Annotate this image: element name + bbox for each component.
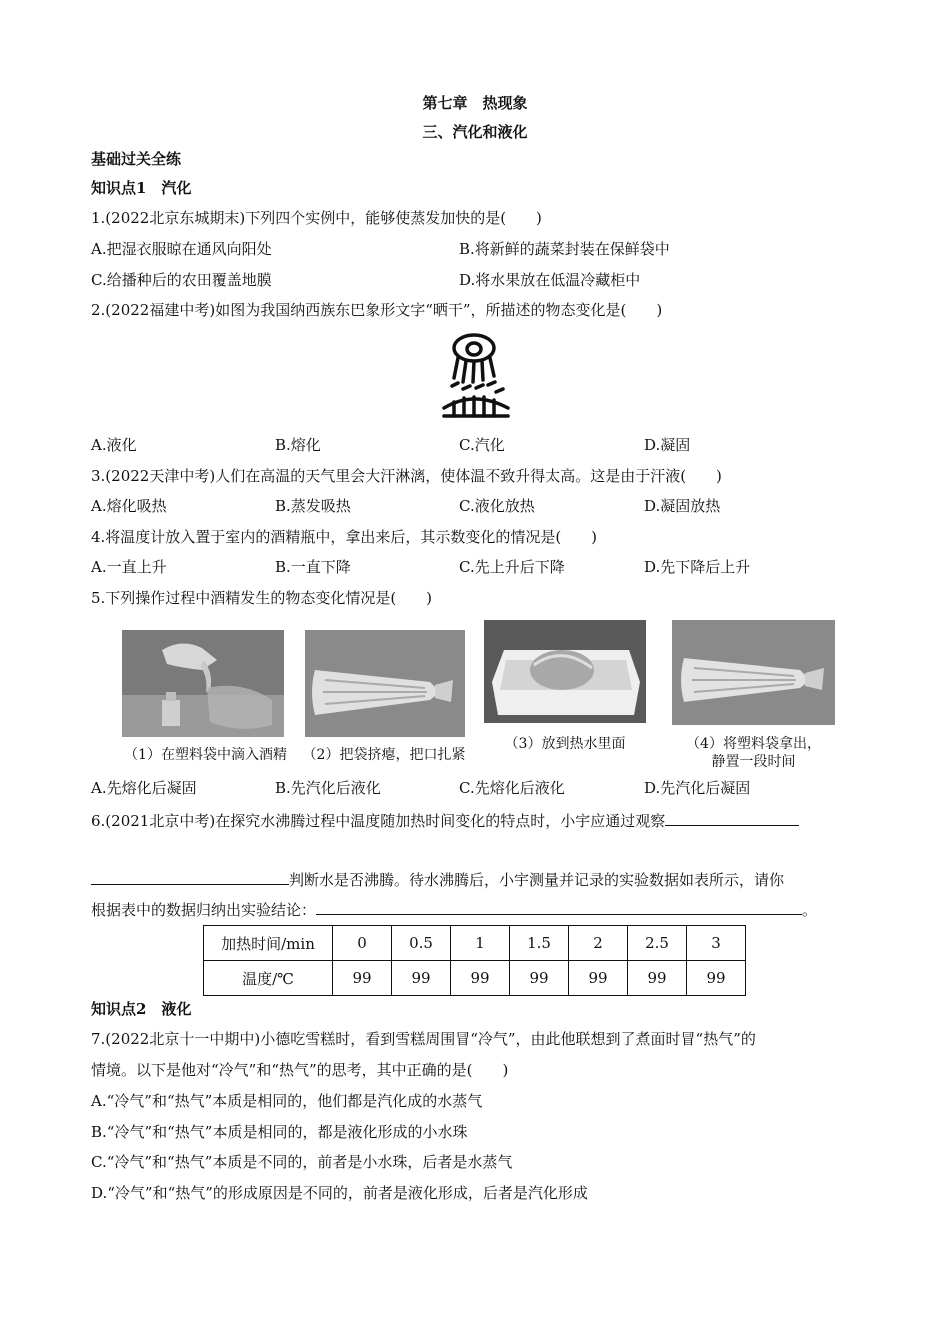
q3-option-b: B.蒸发吸热 xyxy=(275,497,351,515)
q1-option-b: B.将新鲜的蔬菜封装在保鲜袋中 xyxy=(459,240,670,258)
q5-stem: 5.下列操作过程中酒精发生的物态变化情况是( ) xyxy=(91,589,433,607)
q1-option-d: D.将水果放在低温冷藏柜中 xyxy=(459,271,641,289)
q4-option-d: D.先下降后上升 xyxy=(644,558,751,576)
q6-blank-1[interactable] xyxy=(665,809,799,826)
q7-option-a: A.“冷气”和“热气”本质是相同的，他们都是汽化成的水蒸气 xyxy=(91,1092,483,1110)
caption-step-4b: 静置一段时间 xyxy=(711,754,796,770)
boiling-data-table xyxy=(203,925,746,996)
q2-stem: 2.(2022福建中考)如图为我国纳西族东巴象形文字“晒干”，所描述的物态变化是( ) xyxy=(91,301,663,319)
q7-option-d: D.“冷气”和“热气”的形成原因是不同的，前者是液化形成，后者是汽化形成 xyxy=(91,1184,588,1202)
q4-option-a: A.一直上升 xyxy=(91,558,167,576)
q3-option-d: D.凝固放热 xyxy=(644,497,721,515)
table-cell: 99 xyxy=(628,961,687,996)
q2-option-d: D.凝固 xyxy=(644,436,691,454)
table-cell: 0.5 xyxy=(392,926,451,961)
practice-title: 基础过关全练 xyxy=(91,150,182,168)
table-cell: 1.5 xyxy=(510,926,569,961)
table-row-time xyxy=(204,926,746,961)
knowledge-point-1: 知识点1 汽化 xyxy=(91,179,192,197)
q4-stem: 4.将温度计放入置于室内的酒精瓶中，拿出来后，其示数变化的情况是( ) xyxy=(91,528,598,546)
table-cell: 99 xyxy=(451,961,510,996)
caption-step-3: （3）放到热水里面 xyxy=(504,736,626,752)
q7-stem-line2: 情境。以下是他对“冷气”和“热气”的思考，其中正确的是( ) xyxy=(91,1061,509,1079)
table-cell: 99 xyxy=(569,961,628,996)
section-title: 三、汽化和液化 xyxy=(422,123,528,141)
dongba-sun-drying-glyph-icon xyxy=(436,330,516,422)
q4-option-b: B.一直下降 xyxy=(275,558,351,576)
q5-option-b: B.先汽化后液化 xyxy=(275,779,381,797)
q2-option-c: C.汽化 xyxy=(459,436,505,454)
photo-squeezed-bag xyxy=(305,630,465,737)
table-cell: 99 xyxy=(333,961,392,996)
q4-option-c: C.先上升后下降 xyxy=(459,558,565,576)
caption-step-1: （1）在塑料袋中滴入酒精 xyxy=(124,747,287,763)
q1-stem: 1.(2022北京东城期末)下列四个实例中，能够使蒸发加快的是( ) xyxy=(91,209,542,227)
photo-drop-alcohol xyxy=(122,630,284,737)
q2-option-a: A.液化 xyxy=(91,436,137,454)
q7-stem-line1: 7.(2022北京十一中期中)小德吃雪糕时，看到雪糕周围冒“冷气”，由此他联想到了煮面时冒“热气”的 xyxy=(91,1030,756,1048)
photo-hot-water-tray xyxy=(484,620,646,723)
caption-step-2: （2）把袋挤瘪，把口扎紧 xyxy=(302,747,466,763)
table-cell: 1 xyxy=(451,926,510,961)
q7-option-b: B.“冷气”和“热气”本质是相同的，都是液化形成的小水珠 xyxy=(91,1123,468,1141)
table-cell: 2.5 xyxy=(628,926,687,961)
q6-stem-part3: 根据表中的数据归纳出实验结论： 。 xyxy=(91,898,817,920)
table-cell: 99 xyxy=(392,961,451,996)
q6-stem-part2: 判断水是否沸腾。待水沸腾后，小宇测量并记录的实验数据如表所示，请你 xyxy=(91,868,784,890)
q5-option-a: A.先熔化后凝固 xyxy=(91,779,197,797)
table-cell: 0 xyxy=(333,926,392,961)
table-cell: 99 xyxy=(687,961,746,996)
q1-option-c: C.给播种后的农田覆盖地膜 xyxy=(91,271,272,289)
q7-option-c: C.“冷气”和“热气”本质是不同的，前者是小水珠，后者是水蒸气 xyxy=(91,1153,513,1171)
q6-blank-2[interactable] xyxy=(316,898,802,915)
q1-option-a: A.把湿衣服晾在通风向阳处 xyxy=(91,240,272,258)
q3-stem: 3.(2022天津中考)人们在高温的天气里会大汗淋漓，使体温不致升得太高。这是由于汗液( ) xyxy=(91,467,722,485)
knowledge-point-2: 知识点2 液化 xyxy=(91,1000,192,1018)
caption-step-4a: （4）将塑料袋拿出， xyxy=(686,736,821,752)
q2-option-b: B.熔化 xyxy=(275,436,321,454)
table-cell: 3 xyxy=(687,926,746,961)
q6-blank-1-cont[interactable] xyxy=(91,868,289,885)
q5-option-d: D.先汽化后凝固 xyxy=(644,779,751,797)
table-header-time: 加热时间/min xyxy=(204,926,333,961)
q5-option-c: C.先熔化后液化 xyxy=(459,779,565,797)
table-cell: 99 xyxy=(510,961,569,996)
q6-stem-part1: 6.(2021北京中考)在探究水沸腾过程中温度随加热时间变化的特点时，小宇应通过观察 xyxy=(91,809,799,831)
table-cell: 2 xyxy=(569,926,628,961)
chapter-title: 第七章 热现象 xyxy=(422,94,528,112)
photo-bag-resting xyxy=(672,620,835,725)
table-row-temperature xyxy=(204,961,746,996)
table-header-temperature: 温度/℃ xyxy=(204,961,333,996)
q3-option-a: A.熔化吸热 xyxy=(91,497,167,515)
q3-option-c: C.液化放热 xyxy=(459,497,535,515)
